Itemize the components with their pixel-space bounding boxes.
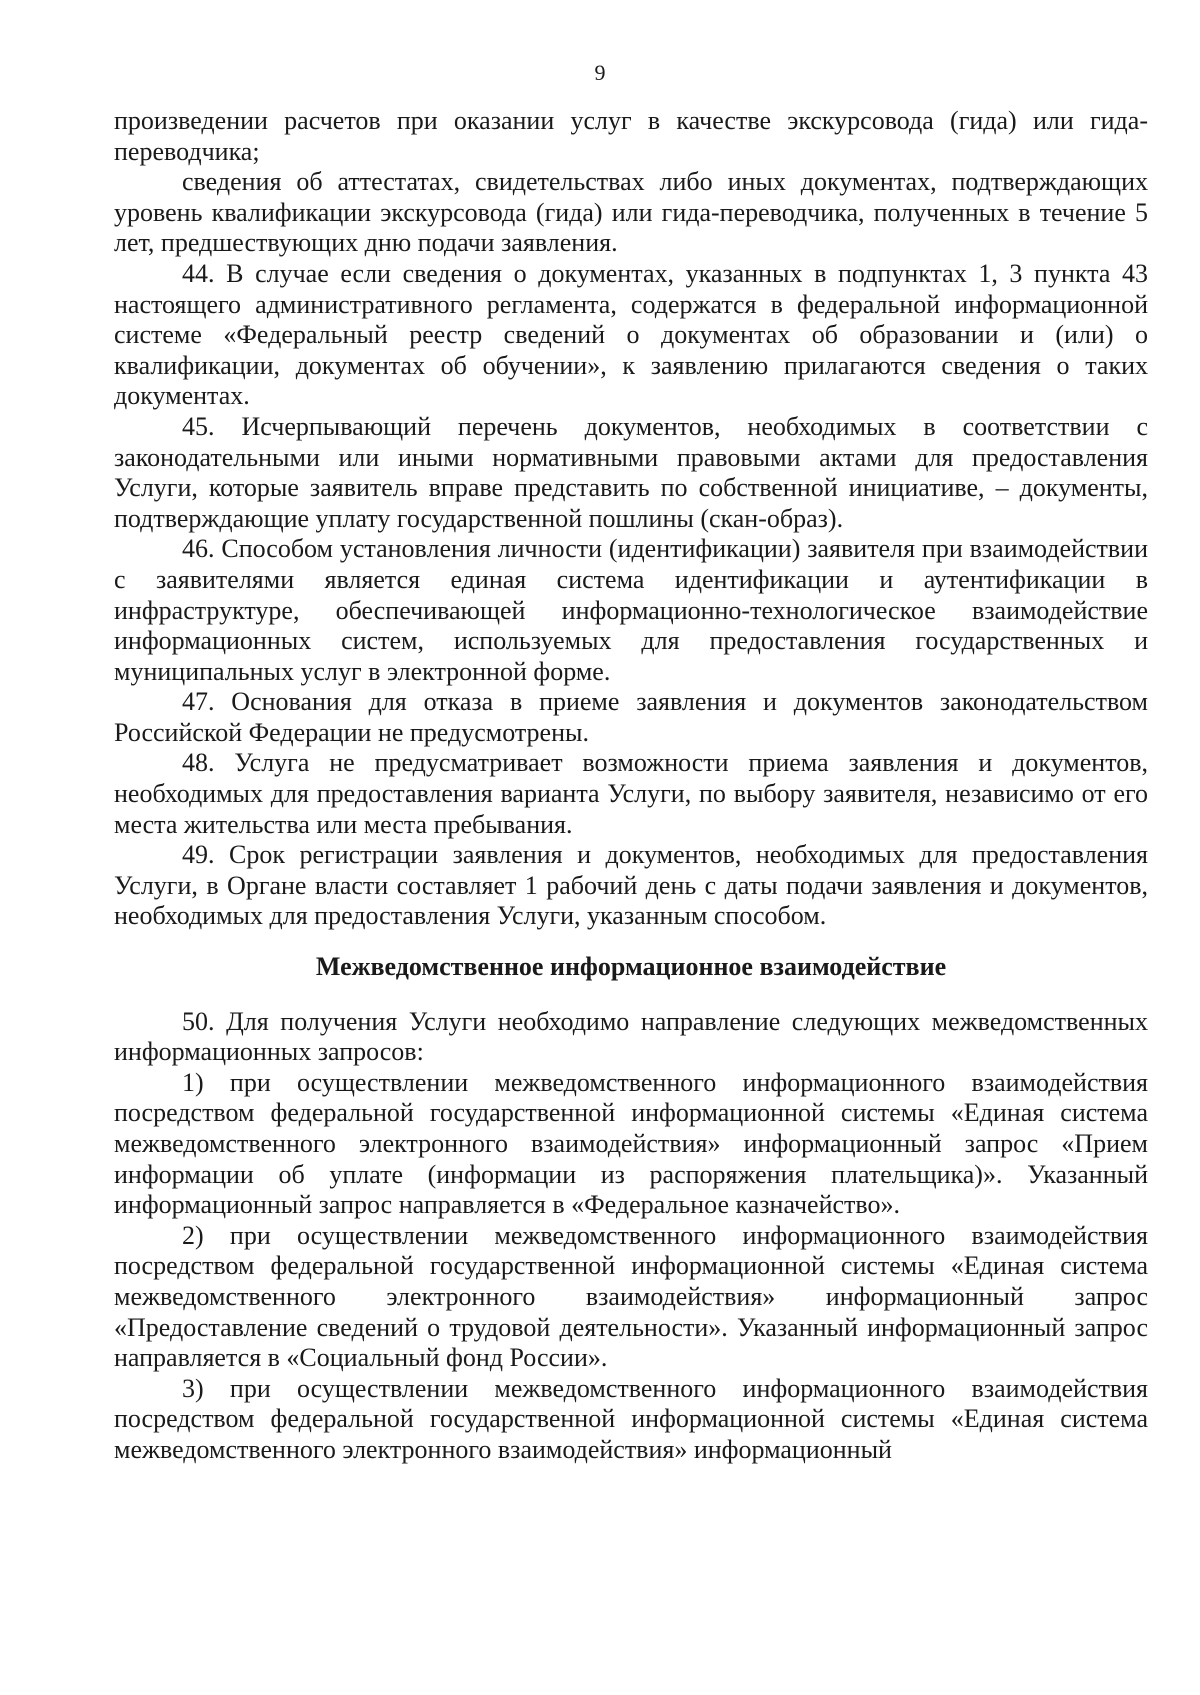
paragraph-50-item-2: 2) при осуществлении межведомственного информационного взаимодействия посредством федеральной государственной информационной системы «Единая система межведомственного электронного взаимодействия» информационный запрос «Предоставление сведений о трудовой деятельности». Указанный информационный запрос направляется в «Социальный фонд России». <box>114 1220 1148 1373</box>
paragraph-50-item-3: 3) при осуществлении межведомственного информационного взаимодействия посредством федеральной государственной информационной системы «Единая система межведомственного электронного взаимодействия» информационный <box>114 1373 1148 1464</box>
paragraph-46: 46. Способом установления личности (идентификации) заявителя при взаимодействии с заявителями является единая система идентификации и аутентификации в инфраструктуре, обеспечивающей информационно-технологическое взаимодействие информационных систем, используемых для предоставления государственных и муниципальных услуг в электронной форме. <box>114 534 1148 686</box>
paragraph-47: 47. Основания для отказа в приеме заявления и документов законодательством Российской Федерации не предусмотрены. <box>114 687 1148 747</box>
paragraph-48: 48. Услуга не предусматривает возможности приема заявления и документов, необходимых для предоставления варианта Услуги, по выбору заявителя, независимо от его места жительства или места пребывания. <box>114 748 1148 839</box>
paragraph-44: 44. В случае если сведения о документах, указанных в подпунктах 1, 3 пункта 43 настоящего административного регламента, содержатся в федеральной информационной системе «Федеральный реестр сведений о документах об образовании и (или) о квалификации, документах об обучении», к заявлению прилагаются сведения о таких документах. <box>114 258 1148 411</box>
section-heading: Межведомственное информационное взаимодействие <box>315 952 947 982</box>
paragraph-qualification-docs: сведения об аттестатах, свидетельствах либо иных документах, подтверждающих уровень квалификации экскурсовода (гида) или гида-переводчика, полученных в течение 5 лет, предшествующих дню подачи заявления. <box>114 167 1148 258</box>
paragraph-continuation: произведении расчетов при оказании услуг в качестве экскурсовода (гида) или гида-переводчика; <box>114 106 1148 166</box>
paragraph-50-item-1: 1) при осуществлении межведомственного информационного взаимодействия посредством федеральной государственной информационной системы «Единая система межведомственного электронного взаимодействия» информационный запрос «Прием информации об уплате (информации из распоряжения плательщика)». Указанный информационный запрос направляется в «Федеральное казначейство». <box>114 1067 1148 1220</box>
page-number: 9 <box>594 60 606 85</box>
paragraph-50: 50. Для получения Услуги необходимо направление следующих межведомственных информационных запросов: <box>114 1006 1148 1067</box>
paragraph-49: 49. Срок регистрации заявления и документов, необходимых для предоставления Услуги, в Органе власти составляет 1 рабочий день с даты подачи заявления и документов, необходимых для предоставления Услуги, указанным способом. <box>114 840 1148 931</box>
document-body <box>114 106 1148 1466</box>
paragraph-45: 45. Исчерпывающий перечень документов, необходимых в соответствии с законодательными или иными нормативными правовыми актами для предоставления Услуги, которые заявитель вправе представить по собственной инициативе, – документы, подтверждающие уплату государственной пошлины (скан-образ). <box>114 411 1148 533</box>
